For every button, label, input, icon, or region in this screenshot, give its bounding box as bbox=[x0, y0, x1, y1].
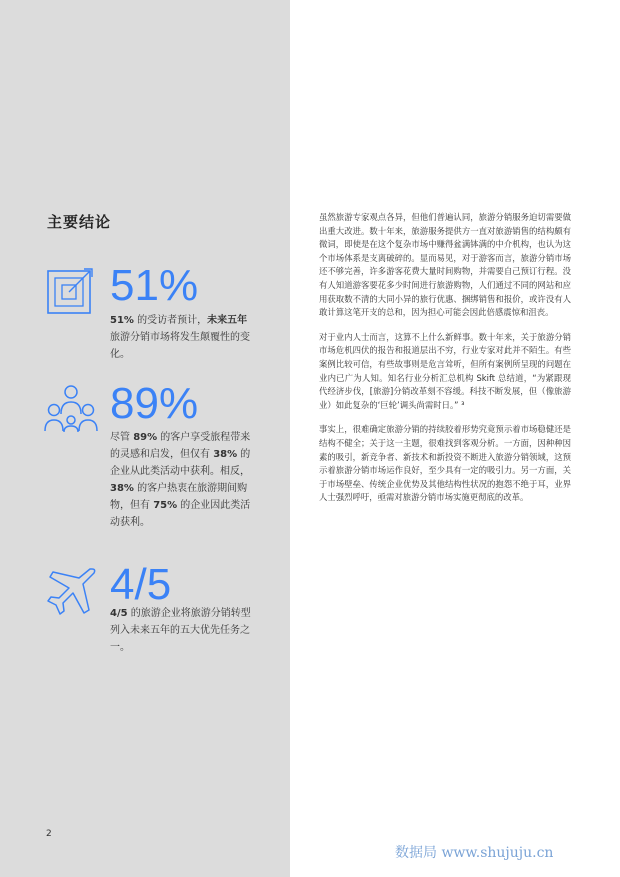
stat-text-part: 89% bbox=[133, 432, 158, 443]
stat-text-part: 的受访者预计， bbox=[133, 315, 208, 326]
body-paragraph: 对于业内人士而言，这算不上什么新鲜事。数十年来，关于旅游分销市场危机四伏的报告和报道层出不穷，行业专家对此并不陌生。有些案例比较可信，有些故事则是危言耸听，但所有案例所呈现的问题在业内已广为人知。知名行业分析汇总机构 Skift 总结道，“为紧跟现代经济步伐，[旅游]分销改革刻不容缓。科技不断发展，但（像旅游业）如此复杂的‘巨轮’调头尚需时日。” ³ bbox=[319, 331, 571, 410]
stat-text-part: 的企业从此类活动中获利。相反， bbox=[110, 449, 251, 477]
stat-text-part: 的客户享受旅程带来的灵感和启发，但仅有 bbox=[110, 432, 251, 460]
stat-description bbox=[110, 605, 252, 656]
body-text-column bbox=[319, 211, 571, 516]
stat-description bbox=[110, 312, 252, 363]
stat-description bbox=[110, 429, 252, 531]
stat-text-part: 旅游分销市场将发生颠覆性的变化。 bbox=[110, 332, 250, 360]
stat-text-part: 38% bbox=[213, 449, 238, 460]
stat-text-part: 的企业因此类活动获利。 bbox=[110, 500, 251, 528]
body-paragraph: 事实上，很难确定旅游分销的持续胶着形势究竟预示着市场稳健还是结构不健全；关于这一主题，很难找到客观分析。一方面，因种种因素的吸引，新竞争者、新技术和新投资不断进入旅游分销领域，这预示着旅游分销市场运作良好，至少具有一定的吸引力。另一方面，关于市场壁垒、传统企业优势及其他结构性状况的抱怨不绝于耳，业界人士强烈呼吁，亟需对旅游分销市场实施更彻底的改革。 bbox=[319, 424, 571, 503]
people-group-icon bbox=[44, 384, 98, 438]
stat-text-part: 未来五年 bbox=[207, 315, 248, 326]
airplane-icon bbox=[45, 566, 97, 620]
target-square-icon bbox=[46, 265, 96, 319]
stat-text-part: 4/5 bbox=[110, 608, 128, 619]
section-title: 主要结论 bbox=[47, 213, 112, 231]
stat-value-89: 89% bbox=[110, 379, 199, 428]
stat-text-part: 38% bbox=[110, 483, 134, 494]
body-paragraph: 虽然旅游专家观点各异，但他们普遍认同，旅游分销服务迫切需要做出重大改进。数十年来，旅游服务提供方一直对旅游销售的结构颇有微词，即使是在这个复杂市场中赚得盆满钵满的中介机构，也认为这个市场体系是支离破碎的。显而易见，对于游客而言，旅游分销市场还不够完善，许多游客花费大量时间购物，并需要自己预订行程。没有人知道游客要花多少时间进行旅游购物，人们通过不同的网站和应用获取数不清的大同小异的旅行优惠、捆绑销售和报价，或许没有人敢计算这笔开支的总和，因为担心可能会因此倍感震惊和沮丧。 bbox=[319, 212, 571, 318]
stat-text-part: 尽管 bbox=[110, 432, 134, 443]
stat-value-4-5: 4/5 bbox=[110, 560, 172, 609]
stat-text-part: 51% bbox=[110, 315, 134, 326]
watermark: 数据局 www.shujuju.cn bbox=[395, 845, 554, 861]
stat-value-51: 51% bbox=[110, 261, 199, 310]
stat-text-part: 的客户热衷在旅游期间购物，但有 bbox=[110, 483, 248, 511]
page-number: 2 bbox=[46, 829, 52, 839]
stat-text-part: 75% bbox=[153, 500, 178, 511]
stat-text-part: 的旅游企业将旅游分销转型列入未来五年的五大优先任务之一。 bbox=[110, 608, 251, 653]
